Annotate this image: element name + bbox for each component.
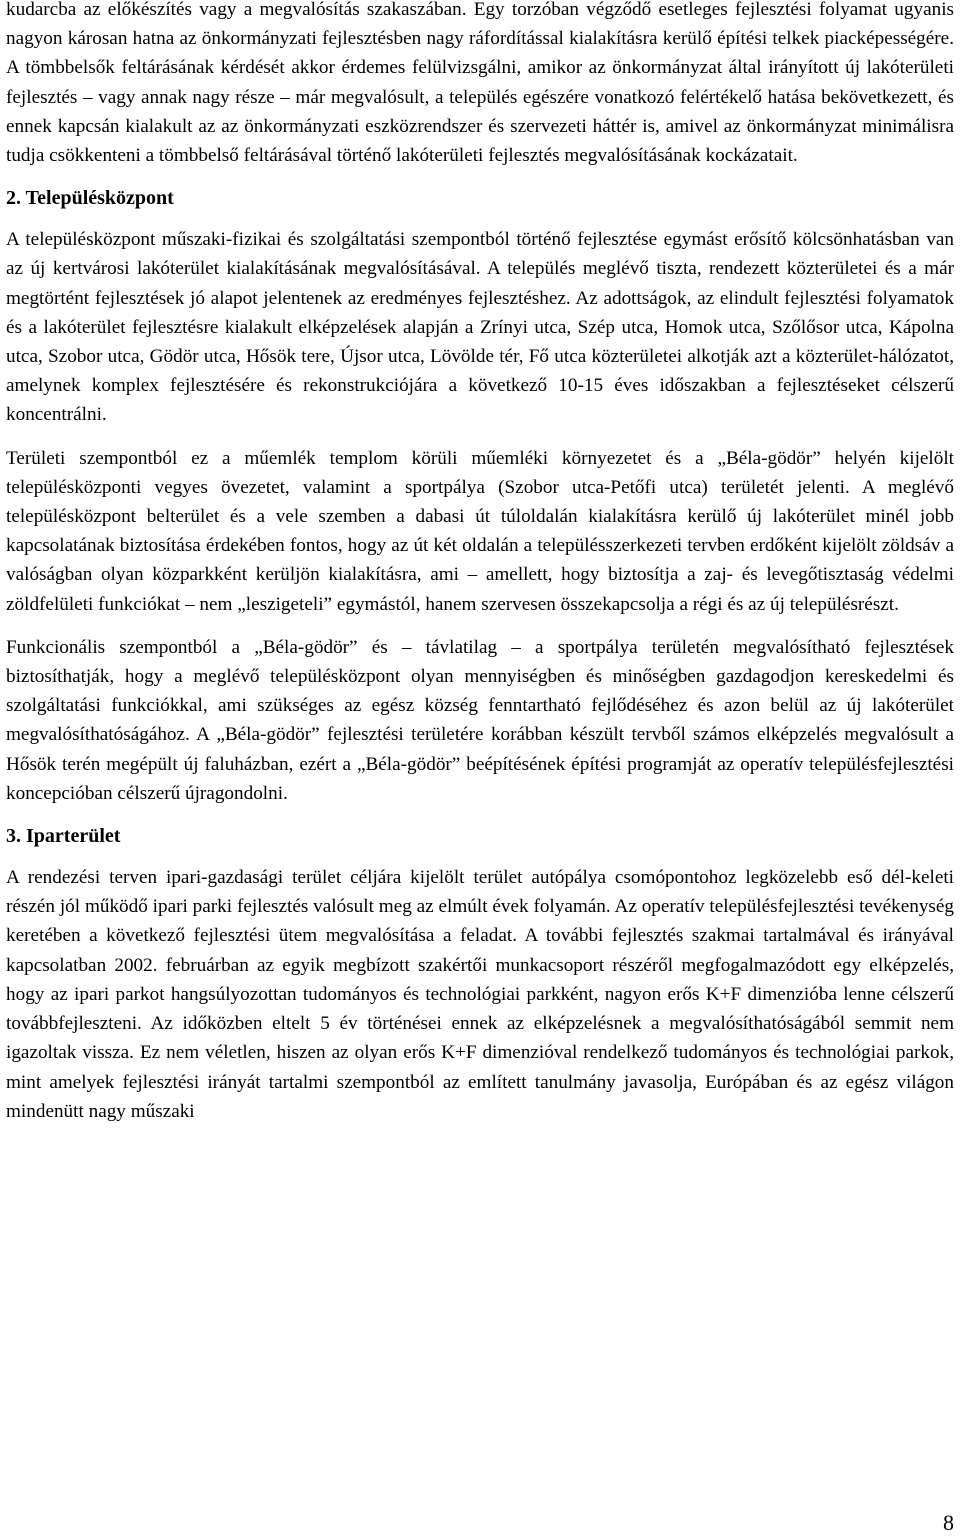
paragraph-intro-continuation: kudarcba az előkészítés vagy a megvalósítás szakaszában. Egy torzóban végződő esetleges fejlesztési folyamat ugyanis nagyon károsan hatna az önkormányzati fejlesztésben nagy ráfordítással kialakításra kerülő építési telkek piacképességére. A tömbbelsők feltárásának kérdését akkor érdemes felülvizsgálni, amikor az önkormányzat által irányított új lakóterületi fejlesztés – vagy annak nagy része – már megvalósult, a település egészére vonatkozó felértékelő hatása bekövetkezett, és ennek kapcsán kialakult az az önkormányzati eszközrendszer és szervezeti háttér is, amivel az önkormányzat minimálisra tudja csökkenteni a tömbbelső feltárásával történő lakóterületi fejlesztés megvalósításának kockázatait. — [6, 0, 954, 167]
section-heading-iparterulet: 3. Iparterület — [6, 825, 121, 848]
paragraph-telepuleskozpont-2: Területi szempontból ez a műemlék templom körüli műemléki környezetet és a „Béla-gödör” helyén kijelölt településközponti vegyes övezetet, valamint a sportpálya (Szobor utca-Petőfi utca) területét jelenti. A meglévő településközpont belterület és a vele szemben a dabasi út túloldalán kialakításra kerülő új lakóterület minél jobb kapcsolatának biztosítása érdekében fontos, hogy az út két oldalán a településszerkezeti tervben erdőként kijelölt zöldsáv a valóságban olyan közparkként kerüljön kialakításra, ami – amellett, hogy biztosítja a zaj- és levegőtisztaság védelmi zöldfelületi funkciókat – nem „leszigeteli” egymástól, hanem szervesen összekapcsolja a régi és az új településrészt. — [6, 447, 954, 615]
spacer — [6, 851, 954, 863]
paragraph-telepuleskozpont-3: Funkcionális szempontból a „Béla-gödör” és – távlatilag – a sportpálya területén megvalósítható fejlesztések biztosíthatják, hogy a meglévő településközpont olyan mennyiségben és minőségben gazdagodjon kereskedelmi és szolgáltatási funkciókkal, ami szükséges az egész község fenntartható fejlődéséhez és azon belül az új lakóterület megvalósíthatóságához. A „Béla-gödör” fejlesztési területére korábban készült tervből számos elképzelés megvalósult a Hősök terén megépült új faluházban, ezért a „Béla-gödör” beépítésének építési programját az operatív településfejlesztési koncepcióban célszerű újragondolni. — [6, 636, 954, 804]
spacer — [6, 170, 954, 184]
spacer — [6, 619, 954, 633]
section-heading-telepuleskozpont: 2. Településközpont — [6, 187, 174, 210]
spacer — [6, 430, 954, 444]
spacer — [6, 213, 954, 225]
document-page — [6, 0, 954, 1126]
paragraph-iparterulet-1: A rendezési terven ipari-gazdasági terület céljára kijelölt terület autópálya csomópontohoz legközelebb eső dél-keleti részén jól működő ipari parki fejlesztés valósult meg az elmúlt évek folyamán. Az operatív településfejlesztési tevékenység keretében a következő fejlesztési ütem megvalósítása a feladat. A további fejlesztés szakmai tartalmával és irányával kapcsolatban 2002. februárban az egyik megbízott szakértői munkacsoport részéről megfogalmazódott egy elképzelés, hogy az ipari parkot hangsúlyozottan tudományos és technológiai parkként, nagyon erős K+F dimenzióba lenne célszerű továbbfejleszteni. Az időközben eltelt 5 év történései ennek az elképzelésnek a megvalósíthatóságából semmit nem igazoltak vissza. Ez nem véletlen, hiszen az olyan erős K+F dimenzióval rendelkező tudományos és technológiai parkok, mint amelyek fejlesztési irányát tartalmi szempontból az említett tanulmány javasolja, Európában és az egész világon mindenütt nagy műszaki — [6, 867, 954, 1122]
paragraph-telepuleskozpont-1: A településközpont műszaki-fizikai és szolgáltatási szempontból történő fejlesztése egymást erősítő kölcsönhatásban van az új kertvárosi lakóterület kialakításának megvalósításával. A település meglévő tiszta, rendezett közterületei és a már megtörtént fejlesztések jó alapot jelentenek az eredményes fejlesztéshez. Az adottságok, az elindult fejlesztési folyamatok és a lakóterület fejlesztésre kialakult elképzelések alapján a Zrínyi utca, Szép utca, Homok utca, Szőlősor utca, Kápolna utca, Szobor utca, Gödör utca, Hősök tere, Újsor utca, Lövölde tér, Fő utca közterületei alkotják azt a közterület-hálózatot, amelynek komplex fejlesztésére és rekonstrukciójára a következő 10-15 éves időszakban a fejlesztéseket célszerű koncentrálni. — [6, 229, 954, 426]
spacer — [6, 808, 954, 822]
page-number: 8 — [943, 1510, 954, 1535]
